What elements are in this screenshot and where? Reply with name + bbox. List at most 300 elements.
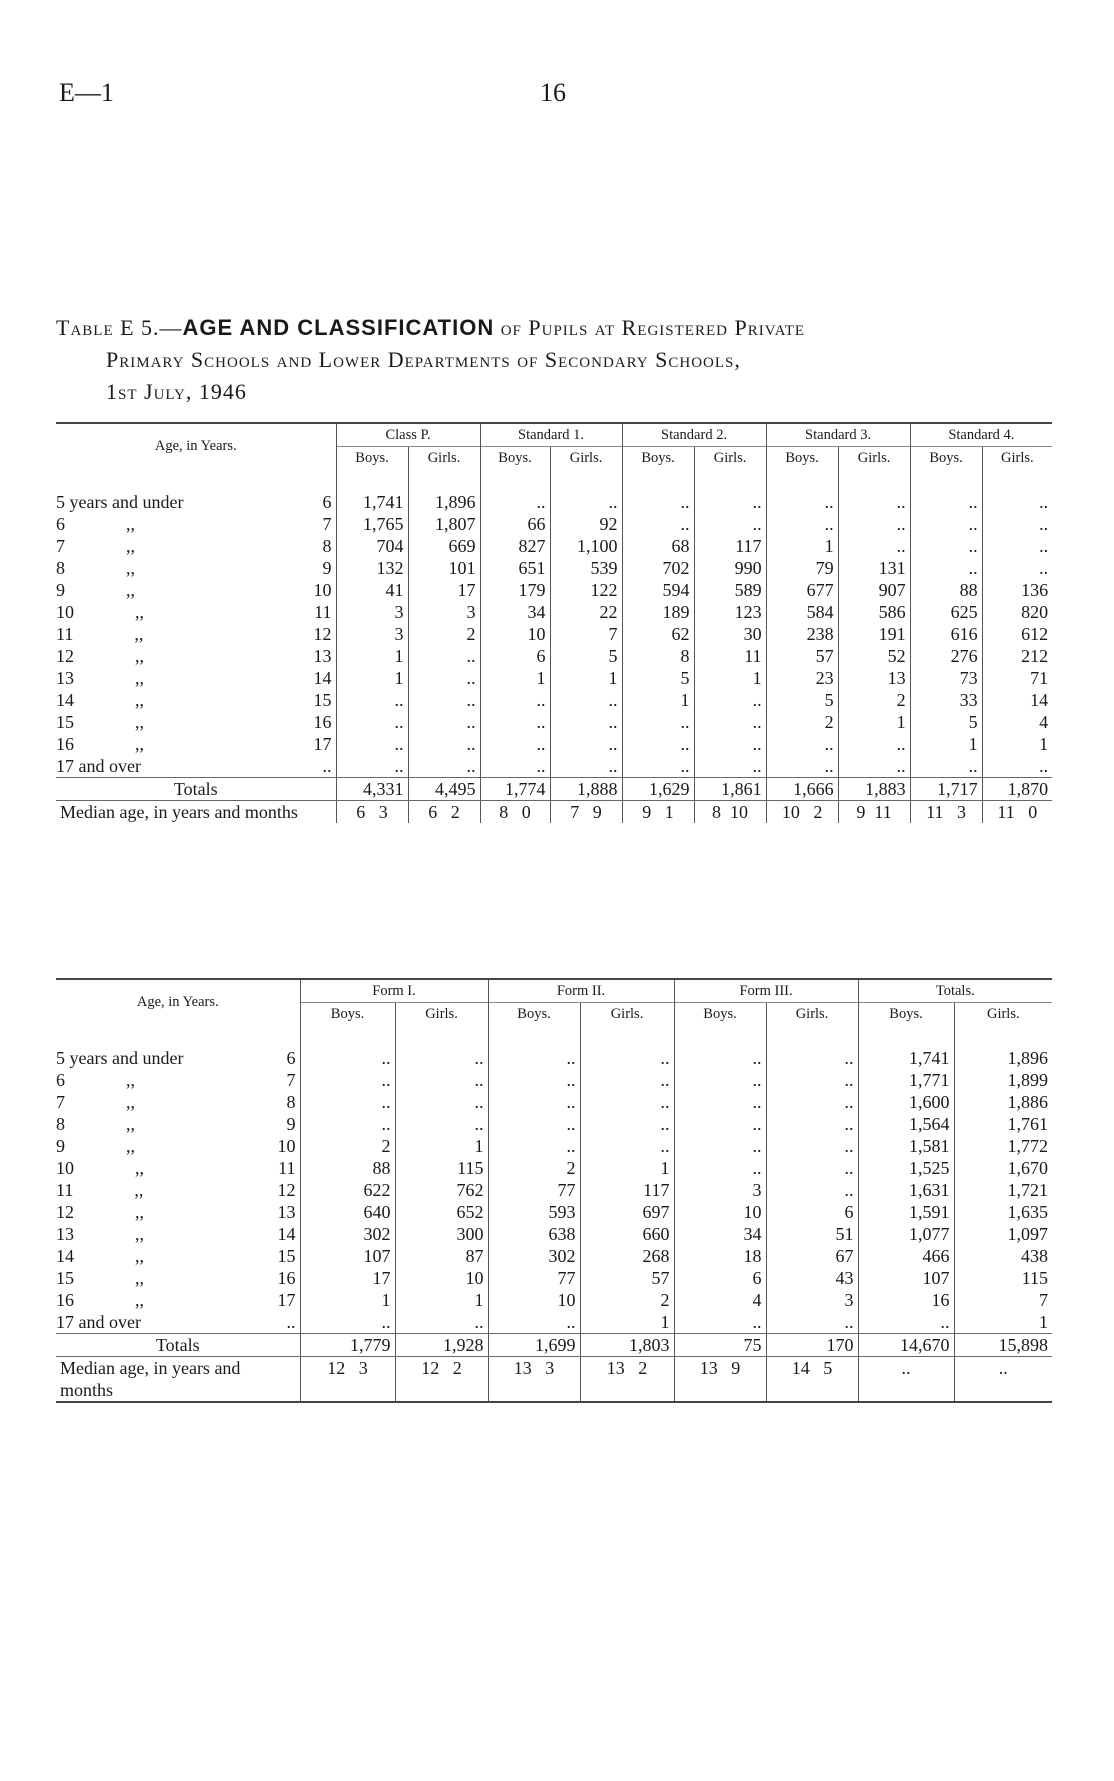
group-header: Standard 3. bbox=[766, 423, 910, 447]
table-cell: 23 bbox=[766, 667, 838, 689]
table-cell: .. bbox=[674, 1311, 766, 1334]
age-header: Age, in Years. bbox=[154, 438, 237, 454]
ditto-mark: ,, bbox=[135, 1289, 144, 1310]
table-cell: 1 bbox=[910, 733, 982, 755]
table-cell: 122 bbox=[550, 579, 622, 601]
table-cell: .. bbox=[336, 689, 408, 711]
table-cell: .. bbox=[694, 711, 766, 733]
totals-cell: 1,774 bbox=[480, 778, 550, 801]
totals-label: Totals bbox=[56, 1334, 300, 1357]
table-title bbox=[56, 312, 1056, 408]
table-row bbox=[56, 1157, 1052, 1179]
table-row bbox=[56, 601, 1052, 623]
table-cell: 589 bbox=[694, 579, 766, 601]
ditto-mark: ,, bbox=[126, 1113, 135, 1134]
table-cell: .. bbox=[674, 1113, 766, 1135]
age-from: 6 bbox=[56, 513, 65, 534]
table-cell: 212 bbox=[982, 645, 1052, 667]
table-cell: .. bbox=[300, 1113, 395, 1135]
ditto-mark: ,, bbox=[135, 711, 144, 732]
age-from: 12 bbox=[56, 1201, 74, 1222]
age-label bbox=[56, 711, 284, 733]
table-cell: .. bbox=[300, 1047, 395, 1069]
table-cell: 593 bbox=[488, 1201, 580, 1223]
table-cell: 3 bbox=[336, 623, 408, 645]
table-cell: .. bbox=[550, 491, 622, 513]
table-cell: 6 bbox=[766, 1201, 858, 1223]
totals-cell: 1,629 bbox=[622, 778, 694, 801]
age-to: 14 bbox=[313, 667, 332, 688]
table-cell: .. bbox=[858, 1311, 954, 1334]
table-cell: 43 bbox=[766, 1267, 858, 1289]
totals-cell: 1,699 bbox=[488, 1334, 580, 1357]
table-cell: 651 bbox=[480, 557, 550, 579]
table-cell: 1,771 bbox=[858, 1069, 954, 1091]
table-cell: 10 bbox=[480, 623, 550, 645]
totals-cell: 4,495 bbox=[408, 778, 480, 801]
table-cell: .. bbox=[838, 755, 910, 778]
age-to: 15 bbox=[277, 1245, 296, 1266]
table-cell: .. bbox=[580, 1069, 674, 1091]
group-header: Form I. bbox=[300, 979, 488, 1003]
table-cell: .. bbox=[674, 1135, 766, 1157]
table-cell: 1,896 bbox=[408, 491, 480, 513]
table-cell: .. bbox=[982, 535, 1052, 557]
median-cell: 9 1 bbox=[622, 801, 694, 824]
table-cell: .. bbox=[480, 711, 550, 733]
table-cell: 1,591 bbox=[858, 1201, 954, 1223]
median-cell: 8 0 bbox=[480, 801, 550, 824]
group-header: Standard 1. bbox=[480, 423, 622, 447]
ditto-mark: ,, bbox=[126, 579, 135, 600]
subheader-boys: Boys. bbox=[300, 1003, 395, 1026]
totals-cell: 1,861 bbox=[694, 778, 766, 801]
age-label bbox=[56, 1289, 244, 1311]
age-to: 17 bbox=[313, 733, 332, 754]
age-to: 14 bbox=[277, 1223, 296, 1244]
table-cell: .. bbox=[982, 557, 1052, 579]
table-cell: 1,899 bbox=[954, 1069, 1052, 1091]
table-row bbox=[56, 1201, 1052, 1223]
table-cell: .. bbox=[395, 1069, 488, 1091]
age-to: 8 bbox=[322, 535, 332, 556]
table-cell: 131 bbox=[838, 557, 910, 579]
table-cell: 34 bbox=[674, 1223, 766, 1245]
table-cell: 2 bbox=[580, 1289, 674, 1311]
ditto-mark: ,, bbox=[126, 557, 135, 578]
median-cell: 14 5 bbox=[766, 1357, 858, 1403]
table-cell: 41 bbox=[336, 579, 408, 601]
table-cell: 268 bbox=[580, 1245, 674, 1267]
subheader-girls: Girls. bbox=[982, 447, 1052, 470]
table-cell: .. bbox=[550, 711, 622, 733]
table-row bbox=[56, 689, 1052, 711]
table-cell: 1,670 bbox=[954, 1157, 1052, 1179]
ditto-mark: ,, bbox=[126, 535, 135, 556]
median-cell: .. bbox=[954, 1357, 1052, 1403]
table-row bbox=[56, 1245, 1052, 1267]
table-cell: .. bbox=[336, 711, 408, 733]
title-line-2: Primary Schools and Lower Departments of Secondary Schools, bbox=[106, 347, 741, 372]
age-label bbox=[56, 513, 284, 535]
table-row bbox=[56, 491, 1052, 513]
median-cell: 6 3 bbox=[336, 801, 408, 824]
table-cell: .. bbox=[488, 1311, 580, 1334]
table-cell: 6 bbox=[674, 1267, 766, 1289]
table-cell: .. bbox=[766, 755, 838, 778]
age-label bbox=[56, 1047, 244, 1069]
subheader-girls: Girls. bbox=[580, 1003, 674, 1026]
age-from: 10 bbox=[56, 601, 74, 622]
table-cell: .. bbox=[910, 535, 982, 557]
subheader-girls: Girls. bbox=[395, 1003, 488, 1026]
table-cell: 179 bbox=[480, 579, 550, 601]
median-cell: 13 2 bbox=[580, 1357, 674, 1403]
table-cell: 18 bbox=[674, 1245, 766, 1267]
table-cell: 34 bbox=[480, 601, 550, 623]
age-label bbox=[56, 557, 284, 579]
table-cell: 238 bbox=[766, 623, 838, 645]
subheader-boys: Boys. bbox=[488, 1003, 580, 1026]
table-row bbox=[56, 557, 1052, 579]
table-cell: 88 bbox=[910, 579, 982, 601]
table-cell: .. bbox=[300, 1091, 395, 1113]
table-cell: 51 bbox=[766, 1223, 858, 1245]
table-row bbox=[56, 1113, 1052, 1135]
table-cell: 10 bbox=[488, 1289, 580, 1311]
table-cell: .. bbox=[838, 733, 910, 755]
table-cell: 67 bbox=[766, 1245, 858, 1267]
table-cell: 638 bbox=[488, 1223, 580, 1245]
table-cell: 2 bbox=[766, 711, 838, 733]
table-cell: 1 bbox=[982, 733, 1052, 755]
page-identifier: E—1 bbox=[59, 78, 114, 107]
age-from: 13 bbox=[56, 1223, 74, 1244]
table-cell: 136 bbox=[982, 579, 1052, 601]
table-cell: 594 bbox=[622, 579, 694, 601]
age-to: .. bbox=[322, 755, 332, 776]
table-cell: .. bbox=[766, 1135, 858, 1157]
age-label bbox=[56, 1267, 244, 1289]
table-cell: 8 bbox=[622, 645, 694, 667]
table-cell: 466 bbox=[858, 1245, 954, 1267]
age-to: 12 bbox=[277, 1179, 296, 1200]
table-cell: .. bbox=[622, 513, 694, 535]
table-cell: 704 bbox=[336, 535, 408, 557]
table-cell: 1 bbox=[480, 667, 550, 689]
table-cell: .. bbox=[408, 689, 480, 711]
subheader-girls: Girls. bbox=[838, 447, 910, 470]
age-to: 10 bbox=[313, 579, 332, 600]
age-label bbox=[56, 755, 284, 778]
table-row bbox=[56, 623, 1052, 645]
table-cell: 3 bbox=[766, 1289, 858, 1311]
age-from: 14 bbox=[56, 689, 74, 710]
age-from: 11 bbox=[56, 623, 74, 644]
table-cell: .. bbox=[766, 1113, 858, 1135]
age-to: 7 bbox=[322, 513, 332, 534]
table-cell: 1 bbox=[838, 711, 910, 733]
table-cell: .. bbox=[408, 711, 480, 733]
table-cell: .. bbox=[982, 491, 1052, 513]
table-cell: .. bbox=[550, 689, 622, 711]
age-label bbox=[56, 601, 284, 623]
table-cell: .. bbox=[766, 733, 838, 755]
table-cell: 1,741 bbox=[858, 1047, 954, 1069]
age-from: 10 bbox=[56, 1157, 74, 1178]
age-label bbox=[56, 1091, 244, 1113]
totals-cell: 1,883 bbox=[838, 778, 910, 801]
table-row bbox=[56, 711, 1052, 733]
subheader-boys: Boys. bbox=[622, 447, 694, 470]
totals-cell: 1,888 bbox=[550, 778, 622, 801]
age-from: 9 bbox=[56, 1135, 65, 1156]
table-cell: 1 bbox=[580, 1157, 674, 1179]
subheader-boys: Boys. bbox=[766, 447, 838, 470]
table-row bbox=[56, 1223, 1052, 1245]
table-cell: .. bbox=[766, 1091, 858, 1113]
table-cell: 302 bbox=[488, 1245, 580, 1267]
age-to: 13 bbox=[313, 645, 332, 666]
age-to: 9 bbox=[322, 557, 332, 578]
table-cell: .. bbox=[580, 1091, 674, 1113]
group-header: Totals. bbox=[858, 979, 1052, 1003]
table-cell: 1 bbox=[954, 1311, 1052, 1334]
age-from: 5 years and under bbox=[56, 491, 184, 512]
age-label bbox=[56, 733, 284, 755]
age-to: 7 bbox=[286, 1069, 296, 1090]
table-cell: .. bbox=[488, 1113, 580, 1135]
ditto-mark: ,, bbox=[126, 1069, 135, 1090]
age-from: 15 bbox=[56, 711, 74, 732]
table-row bbox=[56, 1311, 1052, 1334]
table-cell: 820 bbox=[982, 601, 1052, 623]
age-label bbox=[56, 1245, 244, 1267]
totals-cell: 1,779 bbox=[300, 1334, 395, 1357]
subheader-boys: Boys. bbox=[858, 1003, 954, 1026]
totals-cell: 1,717 bbox=[910, 778, 982, 801]
median-label: Median age, in years and months bbox=[60, 1358, 241, 1400]
table-cell: 640 bbox=[300, 1201, 395, 1223]
table-cell: 7 bbox=[550, 623, 622, 645]
age-to: 10 bbox=[277, 1135, 296, 1156]
ditto-mark: ,, bbox=[135, 1223, 144, 1244]
age-from: 12 bbox=[56, 645, 74, 666]
subheader-girls: Girls. bbox=[766, 1003, 858, 1026]
table-cell: 625 bbox=[910, 601, 982, 623]
table-cell: 17 bbox=[300, 1267, 395, 1289]
table-cell: .. bbox=[622, 755, 694, 778]
table-cell: .. bbox=[910, 557, 982, 579]
median-cell: 13 3 bbox=[488, 1357, 580, 1403]
totals-cell: 1,666 bbox=[766, 778, 838, 801]
table-cell: 79 bbox=[766, 557, 838, 579]
age-to: .. bbox=[286, 1311, 296, 1332]
subheader-boys: Boys. bbox=[674, 1003, 766, 1026]
table-cell: 669 bbox=[408, 535, 480, 557]
title-line1-rest: of Pupils at Registered Private bbox=[494, 315, 806, 340]
table-cell: 438 bbox=[954, 1245, 1052, 1267]
table-cell: 1,741 bbox=[336, 491, 408, 513]
totals-row bbox=[56, 778, 1052, 801]
ditto-mark: ,, bbox=[135, 1157, 144, 1178]
table-cell: .. bbox=[838, 535, 910, 557]
ditto-mark: ,, bbox=[135, 1245, 144, 1266]
age-label bbox=[56, 1179, 244, 1201]
table-cell: 66 bbox=[480, 513, 550, 535]
subheader-girls: Girls. bbox=[550, 447, 622, 470]
age-from: 9 bbox=[56, 579, 65, 600]
table-cell: 1,765 bbox=[336, 513, 408, 535]
table-row bbox=[56, 1267, 1052, 1289]
ditto-mark: ,, bbox=[135, 733, 144, 754]
table-cell: 907 bbox=[838, 579, 910, 601]
subheader-boys: Boys. bbox=[910, 447, 982, 470]
table-cell: 1,077 bbox=[858, 1223, 954, 1245]
table-cell: .. bbox=[300, 1069, 395, 1091]
age-label bbox=[56, 1113, 244, 1135]
table-cell: 107 bbox=[300, 1245, 395, 1267]
table-cell: .. bbox=[622, 733, 694, 755]
totals-cell: 14,670 bbox=[858, 1334, 954, 1357]
table-cell: 1 bbox=[580, 1311, 674, 1334]
table-cell: 71 bbox=[982, 667, 1052, 689]
table-cell: 14 bbox=[982, 689, 1052, 711]
table-cell: 5 bbox=[550, 645, 622, 667]
totals-cell: 4,331 bbox=[336, 778, 408, 801]
table-cell: .. bbox=[910, 491, 982, 513]
table-cell: 1,886 bbox=[954, 1091, 1052, 1113]
table-cell: .. bbox=[694, 491, 766, 513]
ditto-mark: ,, bbox=[135, 1267, 144, 1288]
ditto-mark: ,, bbox=[126, 513, 135, 534]
table-cell: 1 bbox=[336, 645, 408, 667]
median-cell: 8 10 bbox=[694, 801, 766, 824]
table-cell: 13 bbox=[838, 667, 910, 689]
median-cell: 12 2 bbox=[395, 1357, 488, 1403]
table-cell: .. bbox=[910, 513, 982, 535]
age-to: 16 bbox=[277, 1267, 296, 1288]
table-forms-and-totals bbox=[56, 978, 1052, 1403]
median-cell: 6 2 bbox=[408, 801, 480, 824]
age-to: 17 bbox=[277, 1289, 296, 1310]
title-lead: Table E 5.— bbox=[56, 315, 183, 340]
age-from: 5 years and under bbox=[56, 1047, 184, 1068]
totals-cell: 15,898 bbox=[954, 1334, 1052, 1357]
table-cell: 4 bbox=[674, 1289, 766, 1311]
table-cell: 87 bbox=[395, 1245, 488, 1267]
table-cell: 191 bbox=[838, 623, 910, 645]
median-cell: 11 0 bbox=[982, 801, 1052, 824]
table-cell: .. bbox=[488, 1047, 580, 1069]
subheader-girls: Girls. bbox=[694, 447, 766, 470]
table-cell: 622 bbox=[300, 1179, 395, 1201]
age-label bbox=[56, 579, 284, 601]
table-cell: 10 bbox=[674, 1201, 766, 1223]
table-cell: 6 bbox=[480, 645, 550, 667]
age-from: 11 bbox=[56, 1179, 74, 1200]
age-from: 17 and over bbox=[56, 755, 141, 776]
table-cell: 660 bbox=[580, 1223, 674, 1245]
age-to: 9 bbox=[286, 1113, 296, 1134]
table-cell: .. bbox=[838, 513, 910, 535]
table-cell: .. bbox=[674, 1091, 766, 1113]
table-cell: 52 bbox=[838, 645, 910, 667]
table-cell: 132 bbox=[336, 557, 408, 579]
table-cell: 300 bbox=[395, 1223, 488, 1245]
totals-cell: 1,870 bbox=[982, 778, 1052, 801]
table-cell: 92 bbox=[550, 513, 622, 535]
table-cell: .. bbox=[480, 491, 550, 513]
table-cell: .. bbox=[488, 1091, 580, 1113]
totals-cell: 1,803 bbox=[580, 1334, 674, 1357]
table-cell: .. bbox=[580, 1113, 674, 1135]
age-to: 11 bbox=[314, 601, 332, 622]
table-cell: 5 bbox=[622, 667, 694, 689]
age-to: 11 bbox=[278, 1157, 296, 1178]
table-cell: 1 bbox=[766, 535, 838, 557]
table-cell: 5 bbox=[910, 711, 982, 733]
table-cell: .. bbox=[480, 755, 550, 778]
ditto-mark: ,, bbox=[135, 667, 144, 688]
subheader-girls: Girls. bbox=[408, 447, 480, 470]
table-cell: 2 bbox=[838, 689, 910, 711]
table-row bbox=[56, 1091, 1052, 1113]
table-row bbox=[56, 1179, 1052, 1201]
age-from: 8 bbox=[56, 557, 65, 578]
table-cell: 57 bbox=[580, 1267, 674, 1289]
table-row bbox=[56, 733, 1052, 755]
title-bold: AGE AND CLASSIFICATION bbox=[182, 315, 495, 340]
table-row bbox=[56, 645, 1052, 667]
table-cell: 2 bbox=[488, 1157, 580, 1179]
table-cell: .. bbox=[408, 733, 480, 755]
age-label bbox=[56, 1201, 244, 1223]
age-label bbox=[56, 491, 284, 513]
age-from: 6 bbox=[56, 1069, 65, 1090]
table-cell: 1,631 bbox=[858, 1179, 954, 1201]
table-row bbox=[56, 1047, 1052, 1069]
age-header: Age, in Years. bbox=[136, 994, 219, 1010]
table-cell: .. bbox=[838, 491, 910, 513]
table-cell: 30 bbox=[694, 623, 766, 645]
table-row bbox=[56, 1069, 1052, 1091]
table-cell: .. bbox=[480, 689, 550, 711]
table-cell: 73 bbox=[910, 667, 982, 689]
table-cell: 827 bbox=[480, 535, 550, 557]
table-cell: .. bbox=[580, 1047, 674, 1069]
table-cell: 1 bbox=[694, 667, 766, 689]
table-cell: .. bbox=[694, 689, 766, 711]
totals-cell: 1,928 bbox=[395, 1334, 488, 1357]
table-cell: 652 bbox=[395, 1201, 488, 1223]
table-cell: 990 bbox=[694, 557, 766, 579]
table-cell: 101 bbox=[408, 557, 480, 579]
table-cell: 5 bbox=[766, 689, 838, 711]
table-cell: .. bbox=[408, 645, 480, 667]
table-cell: .. bbox=[395, 1047, 488, 1069]
age-from: 15 bbox=[56, 1267, 74, 1288]
median-cell: .. bbox=[858, 1357, 954, 1403]
table-cell: 115 bbox=[954, 1267, 1052, 1289]
age-label bbox=[56, 535, 284, 557]
table-cell: 17 bbox=[408, 579, 480, 601]
subheader-girls: Girls. bbox=[954, 1003, 1052, 1026]
group-header: Form II. bbox=[488, 979, 674, 1003]
median-cell: 12 3 bbox=[300, 1357, 395, 1403]
table-cell: .. bbox=[674, 1047, 766, 1069]
age-to: 6 bbox=[322, 491, 332, 512]
